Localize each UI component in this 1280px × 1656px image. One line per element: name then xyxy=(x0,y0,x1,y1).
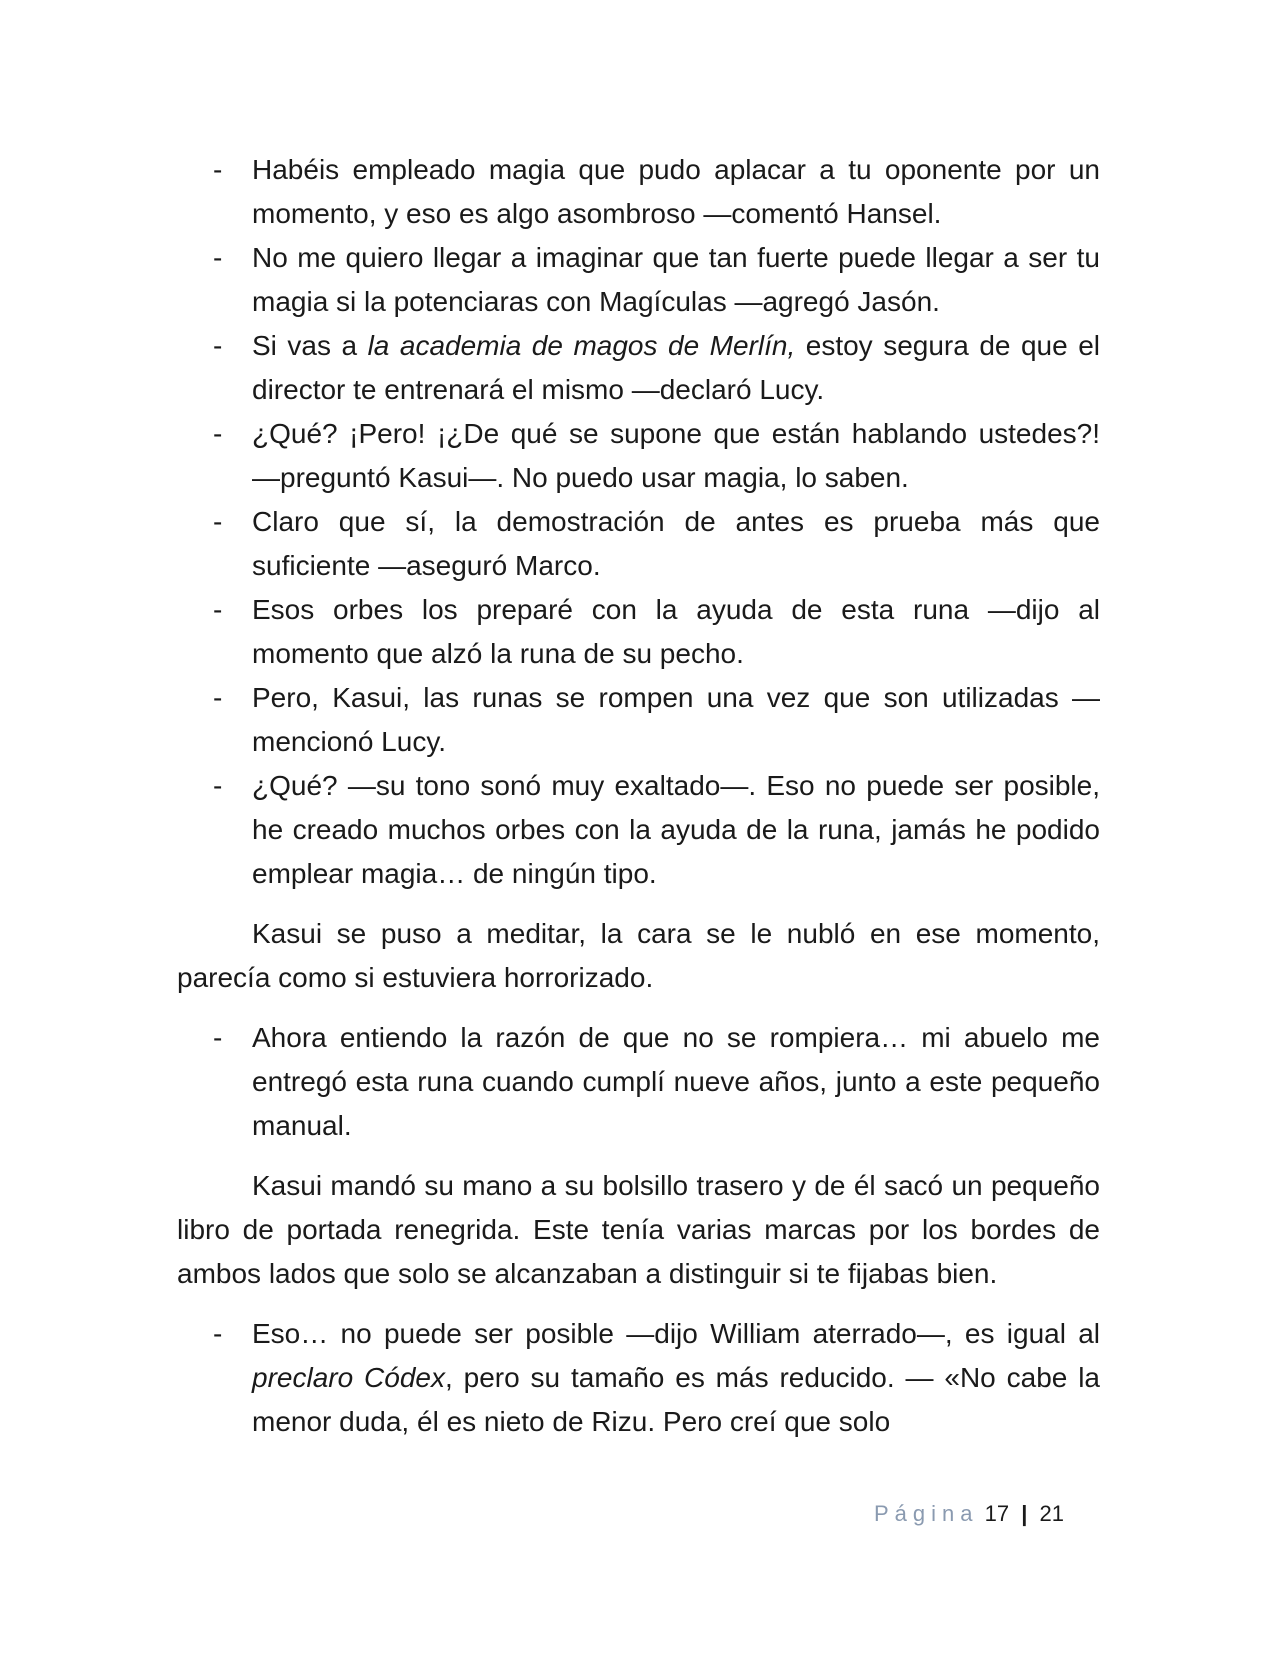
current-page-number: 17 xyxy=(984,1501,1010,1526)
dialogue-line xyxy=(177,1312,1100,1444)
dialogue-text-start: Si vas a xyxy=(252,330,368,361)
dialogue-italic-title: la academia de magos de Merlín, xyxy=(367,330,796,361)
page-separator: | xyxy=(1021,1501,1028,1526)
dialogue-dash: - xyxy=(213,682,223,713)
dialogue-text-end: estoy segura de que el director te entrenará el mismo —declaró Lucy. xyxy=(252,330,1100,405)
dialogue-text: Habéis empleado magia que pudo aplacar a tu oponente por un momento, y eso es algo asombroso —comentó Hansel. xyxy=(252,154,1100,229)
narrative-paragraph: Kasui mandó su mano a su bolsillo trasero y de él sacó un pequeño libro de portada renegrida. Este tenía varias marcas por los bordes de ambos lados que solo se alcanzaban a distinguir si te fijabas bien. xyxy=(177,1170,1100,1289)
dialogue-line xyxy=(177,764,1100,896)
dialogue-text: ¿Qué? ¡Pero! ¡¿De qué se supone que están hablando ustedes?! —preguntó Kasui—. No puedo usar magia, lo saben. xyxy=(252,418,1100,493)
dialogue-text: Esos orbes los preparé con la ayuda de esta runa —dijo al momento que alzó la runa de su pecho. xyxy=(252,594,1100,669)
dialogue-dash: - xyxy=(213,1318,223,1349)
dialogue-dash: - xyxy=(213,770,223,801)
page-label: Página xyxy=(873,1501,979,1526)
dialogue-line xyxy=(177,500,1100,588)
dialogue-line xyxy=(177,676,1100,764)
dialogue-text: No me quiero llegar a imaginar que tan fuerte puede llegar a ser tu magia si la potenciaras con Magículas —agregó Jasón. xyxy=(252,242,1100,317)
dialogue-line xyxy=(177,148,1100,236)
dialogue-line xyxy=(177,236,1100,324)
dialogue-dash: - xyxy=(213,594,223,625)
dialogue-line xyxy=(177,588,1100,676)
dialogue-line xyxy=(177,412,1100,500)
dialogue-dash: - xyxy=(213,418,223,449)
total-pages-number: 21 xyxy=(1039,1501,1064,1526)
dialogue-text: Pero, Kasui, las runas se rompen una vez que son utilizadas —mencionó Lucy. xyxy=(252,682,1100,757)
dialogue-text-end: , pero su tamaño es más reducido. — «No cabe la menor duda, él es nieto de Rizu. Pero creí que solo xyxy=(252,1362,1100,1437)
dialogue-line xyxy=(177,324,1100,412)
dialogue-line xyxy=(177,1016,1100,1148)
dialogue-dash: - xyxy=(213,242,223,273)
page-body xyxy=(177,148,1100,1444)
dialogue-dash: - xyxy=(213,506,223,537)
dialogue-dash: - xyxy=(213,330,223,361)
dialogue-dash: - xyxy=(213,154,223,185)
page-footer xyxy=(874,1500,1064,1528)
dialogue-text: ¿Qué? —su tono sonó muy exaltado—. Eso no puede ser posible, he creado muchos orbes con la ayuda de la runa, jamás he podido emplear magia… de ningún tipo. xyxy=(252,770,1100,889)
dialogue-text: Claro que sí, la demostración de antes es prueba más que suficiente —aseguró Marco. xyxy=(252,506,1100,581)
dialogue-dash: - xyxy=(213,1022,223,1053)
narrative-paragraph: Kasui se puso a meditar, la cara se le nubló en ese momento, parecía como si estuviera horrorizado. xyxy=(177,918,1100,993)
dialogue-text: Ahora entiendo la razón de que no se rompiera… mi abuelo me entregó esta runa cuando cumplí nueve años, junto a este pequeño manual. xyxy=(252,1022,1100,1141)
dialogue-italic-title: preclaro Códex xyxy=(252,1362,445,1393)
dialogue-text-start: Eso… no puede ser posible —dijo William aterrado—, es igual al xyxy=(252,1318,1100,1349)
